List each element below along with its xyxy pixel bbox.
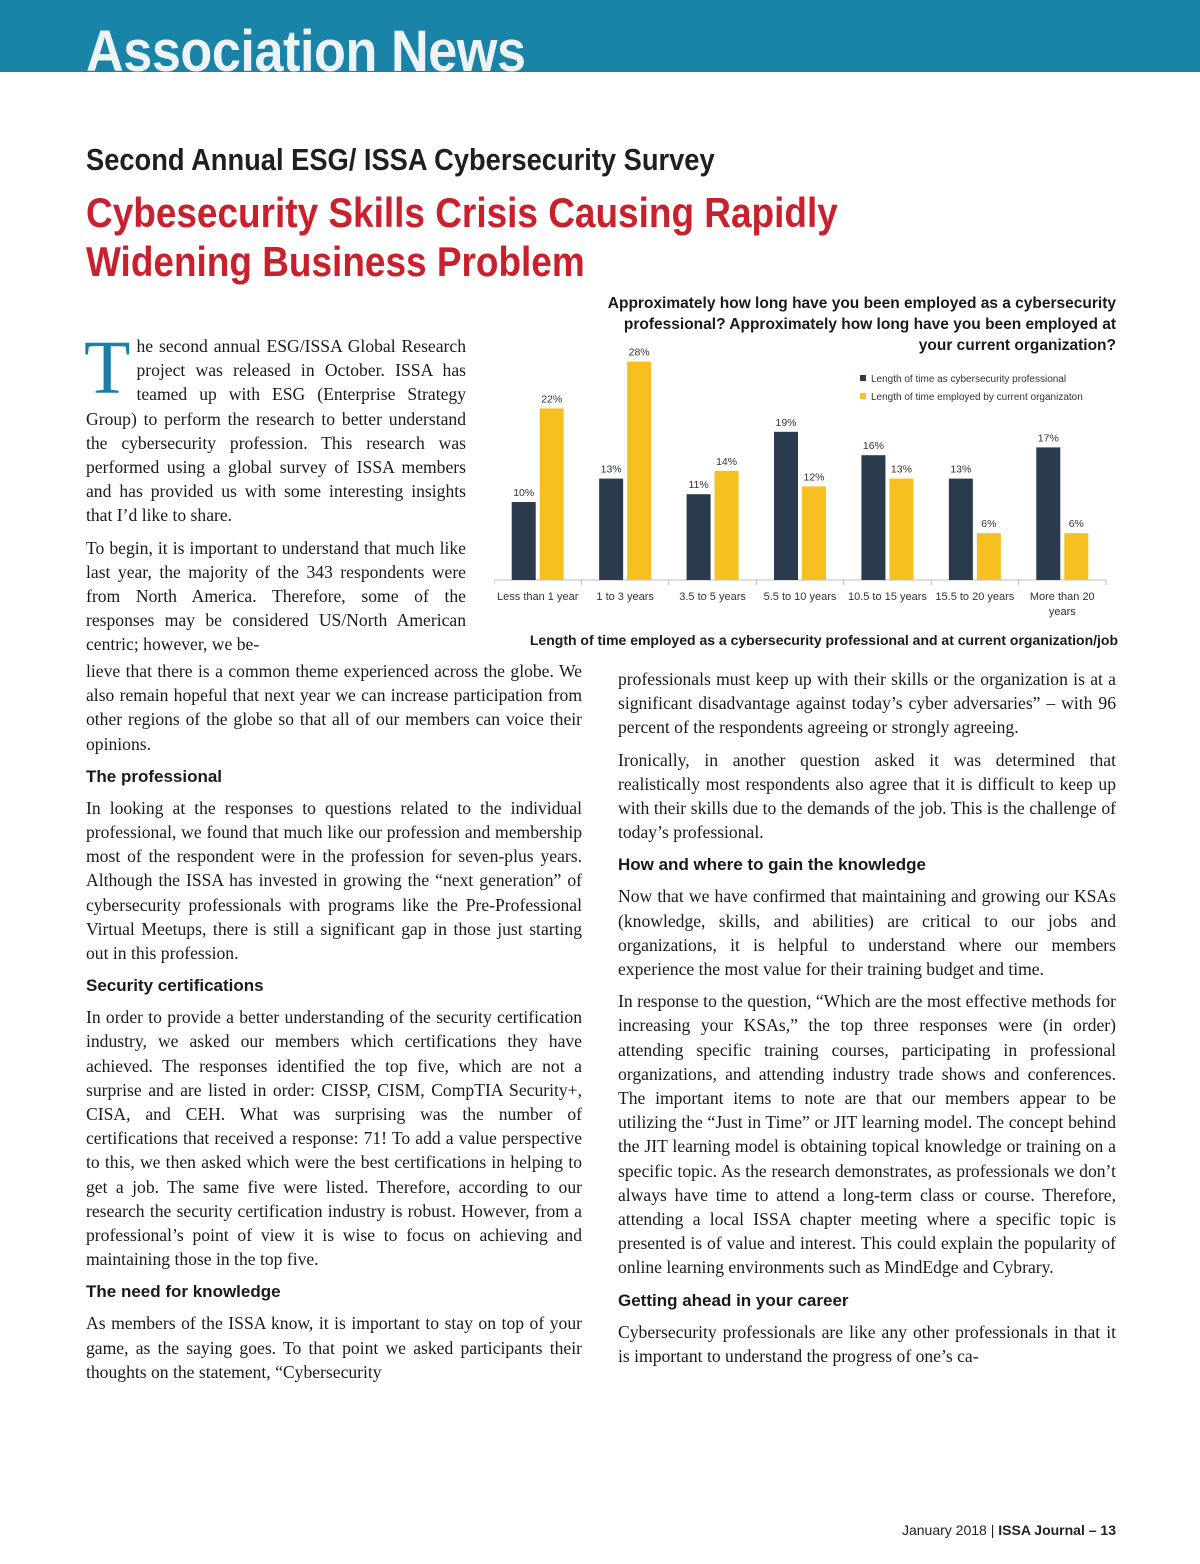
intro-paragraph-1-text: he second annual ESG/ISSA Global Research project was released in October. ISSA has teamed up with ESG (Enterprise Strategy Group) to perform the research to better understand the cybersecurity profession. This research was performed using a global survey of ISSA members and has provided us with some interesting insights that I’d like to share. (86, 336, 466, 526)
heading-certifications: Security certifications (86, 976, 264, 996)
headline-line-1: Cybesecurity Skills Crisis Causing Rapidly (86, 189, 838, 236)
chart-title: Approximately how long have you been employed as a cybersecurity professional? Approximately how long have you been employed at your current organization? (607, 295, 1116, 354)
paragraph-how-2: In response to the question, “Which are the most effective methods for increasing your KSAs,” the top three responses were (in order) attending specific training courses, participating in professional organizations, and attending industry trade shows and conferences. The important items to note are that our members appear to be utilizing the “Just in Time” or JIT learning model. The concept behind the JIT learning model is obtaining topical knowledge or training on a specific topic. As the research demonstrates, as professionals we don’t always have time to attend a long-term class or course. Therefore, attending a local ISSA chapter meeting where a specific topic is presented is of value and interest. This could explain the popularity of online learning environments such as MindEdge and Cybrary. (618, 991, 1116, 1278)
chart-caption: Length of time employed as a cybersecurity professional and at current organization/job (529, 632, 1118, 648)
data-label: 13% (950, 463, 972, 476)
data-label: 13% (890, 463, 912, 476)
heading-how-where: How and where to gain the knowledge (618, 855, 926, 875)
data-label: 6% (1068, 518, 1084, 531)
bar-organization (802, 486, 826, 580)
page-footer (902, 1520, 1116, 1540)
data-label: 13% (600, 463, 622, 476)
category-label: 3.5 to 5 years (679, 591, 746, 603)
footer-separator: | (990, 1522, 995, 1538)
paragraph-career: Cybersecurity professionals are like any other professionals in that it is important to understand the progress of one’s ca- (618, 1321, 1116, 1366)
bar-professional (949, 479, 973, 580)
bar-organization (627, 362, 651, 580)
data-label: 19% (775, 416, 797, 429)
footer-date: January 2018 (901, 1522, 987, 1538)
intro-text (84, 326, 466, 665)
paragraph-professional: In looking at the responses to questions related to the individual professional, we found that much like our profession and membership most of the respondent were in the profession for seven-plus years. Although the ISSA has invested in growing the “next generation” of cybersecurity professionals with programs like the Pre-Professional Virtual Meetups, there is still a significant gap in those just starting out in this profession. (86, 797, 582, 964)
bar-organization (977, 533, 1001, 580)
legend-swatch (860, 375, 866, 381)
bar-organization (889, 479, 913, 580)
category-label: 10.5 to 15 years (847, 591, 927, 603)
bar-professional (774, 432, 798, 580)
heading-career: Getting ahead in your career (618, 1290, 849, 1310)
bar-chart (494, 328, 1118, 628)
paragraph-right-1: professionals must keep up with their skills or the organization is at a significant disadvantage against today’s cyber adversaries” – with 96 percent of the respondents agreeing or strongly agreeing. (618, 669, 1116, 738)
data-label: 16% (862, 440, 884, 453)
article-kicker: Second Annual ESG/ ISSA Cybersecurity Survey (86, 142, 715, 177)
category-label: 15.5 to 20 years (935, 591, 1015, 603)
headline-line-2: Widening Business Problem (86, 238, 585, 285)
category-label: 5.5 to 10 years (763, 591, 837, 603)
bar-professional (687, 494, 711, 580)
bar-organization (1064, 533, 1088, 580)
bar-organization (715, 471, 739, 580)
legend-label: Length of time as cybersecurity professional (871, 374, 1067, 385)
data-label: 6% (981, 518, 997, 531)
heading-professional: The professional (86, 766, 223, 786)
data-label: 17% (1037, 432, 1059, 445)
right-column (618, 667, 1116, 1376)
legend-label: Length of time employed by current organizaton (871, 392, 1083, 403)
data-label: 10% (513, 487, 535, 499)
category-label: More than 20 (1029, 591, 1095, 603)
bar-organization (540, 408, 564, 580)
category-label: years (1048, 606, 1076, 618)
footer-journal: ISSA Journal – 13 (998, 1522, 1116, 1538)
paragraph-how-1: Now that we have confirmed that maintaining and growing our KSAs (knowledge, skills, and abilities) are critical to our jobs and organizations, it is helpful to understand where our members experience the most value for their training budget and time. (618, 886, 1116, 980)
bar-professional (512, 502, 536, 580)
data-label: 22% (541, 393, 563, 406)
data-label: 11% (688, 479, 709, 492)
bar-professional (599, 479, 623, 580)
paragraph-need-knowledge: As members of the ISSA know, it is important to stay on top of your game, as the saying goes. To that point we asked participants their thoughts on the statement, “Cybersecurity (86, 1313, 582, 1382)
paragraph-right-2: Ironically, in another question asked it was determined that realistically most respondents also agree that it is difficult to keep up with their skills due to the demands of the job. This is the challenge of today’s professional. (618, 749, 1116, 843)
heading-need-knowledge: The need for knowledge (86, 1282, 281, 1302)
left-column (86, 659, 582, 1392)
intro-paragraph-1 (84, 326, 466, 528)
bar-professional (861, 455, 885, 580)
section-banner (0, 0, 1200, 84)
bar-professional (1036, 447, 1060, 580)
data-label: 14% (716, 455, 738, 468)
paragraph-certifications: In order to provide a better understanding of the security certification industry, we asked our members which certifications they have achieved. The responses identified the top five, which are not a surprise and are listed in order: CISSP, CISM, CompTIA Security+, CISA, and CEH. What was surprising was the number of certifications that received a response: 71! To add a value perspective to this, we then asked which were the best certifications in helping to get a job. The same five were listed. Therefore, according to our research the security certification industry is robust. However, from a professional’s point of view it is wise to focus on achieving and maintaining those in the top five. (86, 1007, 582, 1270)
category-label: Less than 1 year (497, 591, 579, 603)
paragraph-continued: lieve that there is a common theme experienced across the globe. We also remain hopeful that next year we can increase participation from other regions of the globe so that all of our members can voice their opinions. (86, 661, 582, 754)
category-label: 1 to 3 years (596, 591, 654, 603)
data-label: 28% (628, 346, 650, 359)
section-title: Association News (86, 19, 526, 84)
intro-paragraph-2: To begin, it is important to understand that much like last year, the majority of the 343 respondents were from North America. Therefore, some of the responses may be considered US/North American centric; however, we be- (86, 537, 466, 655)
drop-cap: T (84, 326, 131, 410)
legend-swatch (860, 393, 866, 399)
data-label: 12% (803, 471, 825, 484)
article-headline (86, 188, 966, 286)
